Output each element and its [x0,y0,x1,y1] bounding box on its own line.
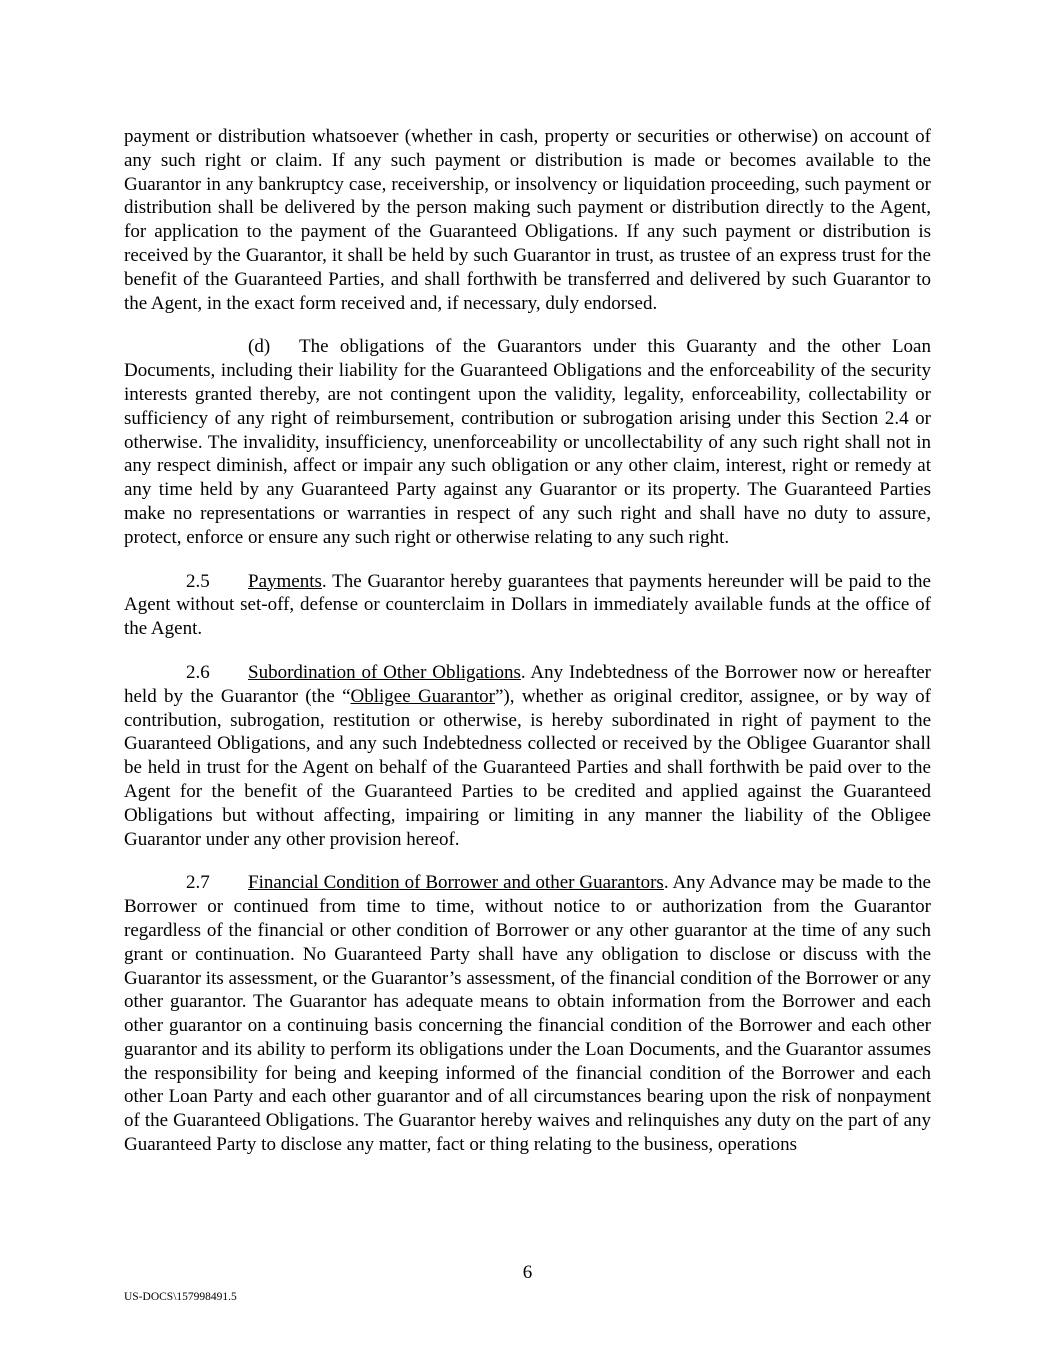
section-number: 2.7 [186,872,210,894]
section-text: . The Guarantor hereby guarantees that payments hereunder will be paid to the Agent without set-off, defense or counterclaim in Dollars in immediately available funds at the office of the Agent. [124,570,931,640]
paragraph-continuation [124,125,931,315]
section-heading: Payments [248,570,322,592]
section-2-7 [124,871,931,1157]
section-heading: Subordination of Other Obligations [248,661,521,683]
section-text: . Any Indebtedness of the Borrower now or hereafter held by the Guarantor (the “ [124,661,931,707]
page-number: 6 [522,1262,533,1283]
section-2-5 [124,570,931,641]
clause-label: (d) [248,336,271,358]
paragraph-d [124,335,931,549]
document-body [124,125,931,1177]
section-number: 2.5 [186,570,210,592]
paragraph-text: The obligations of the Guarantors under this Guaranty and the other Loan Documents, including their liability for the Guaranteed Obligations and the enforceability of the security interests granted thereby, are not contingent upon the validity, legality, enforceability, collectability or sufficiency of any right of reimbursement, contribution or subrogation arising under this Section 2.4 or otherwise. The invalidity, insufficiency, unenforceability or uncollectability of any such right shall not in any respect diminish, affect or impair any such obligation or any other claim, interest, right or remedy at any time held by any Guaranteed Party against any Guarantor or its property. The Guaranteed Parties make no representations or warranties in respect of any such right and shall have no duty to assure, protect, enforce or ensure any such right or otherwise relating to any such right. [124,336,931,548]
document-id: US-DOCS\157998491.5 [124,1291,237,1303]
section-heading: Financial Condition of Borrower and other Guarantors [248,872,664,894]
section-number: 2.6 [186,661,210,683]
section-text: . Any Advance may be made to the Borrower or continued from time to time, without notice to or authorization from the Guarantor regardless of the financial or other condition of Borrower or any other guarantor at the time of any such grant or continuation. No Guaranteed Party shall have any obligation to disclose or discuss with the Guarantor its assessment, or the Guarantor’s assessment, of the financial condition of the Borrower or any other guarantor. The Guarantor has adequate means to obtain information from the Borrower and each other guarantor on a continuing basis concerning the financial condition of the Borrower and each other guarantor and its ability to perform its obligations under the Loan Documents, and the Guarantor assumes the responsibility for being and keeping informed of the financial condition of the Borrower and each other Loan Party and each other guarantor and of all circumstances bearing upon the risk of nonpayment of the Guaranteed Obligations. The Guarantor hereby waives and relinquishes any duty on the part of any Guaranteed Party to disclose any matter, fact or thing relating to the business, operations [124,872,931,1156]
paragraph-text: payment or distribution whatsoever (whether in cash, property or securities or otherwise) on account of any such right or claim. If any such payment or distribution is made or becomes available to the Guarantor in any bankruptcy case, receivership, or insolvency or liquidation proceeding, such payment or distribution shall be delivered by the person making such payment or distribution directly to the Agent, for application to the payment of the Guaranteed Obligations. If any such payment or distribution is received by the Guarantor, it shall be held by such Guarantor in trust, as trustee of an express trust for the benefit of the Guaranteed Parties, and shall forthwith be transferred and delivered by such Guarantor to the Agent, in the exact form received and, if necessary, duly endorsed. [124,126,931,314]
defined-term: Obligee Guarantor [350,685,495,707]
section-2-6 [124,661,931,851]
section-text: ”), whether as original creditor, assignee, or by way of contribution, subrogation, restitution or otherwise, is hereby subordinated in right of payment to the Guaranteed Obligations, and any such Indebtedness collected or received by the Obligee Guarantor shall be held in trust for the Agent on behalf of the Guaranteed Parties and shall forthwith be paid over to the Agent for the benefit of the Guaranteed Parties to be credited and applied against the Guaranteed Obligations but without affecting, impairing or limiting in any manner the liability of the Obligee Guarantor under any other provision hereof. [124,685,931,850]
